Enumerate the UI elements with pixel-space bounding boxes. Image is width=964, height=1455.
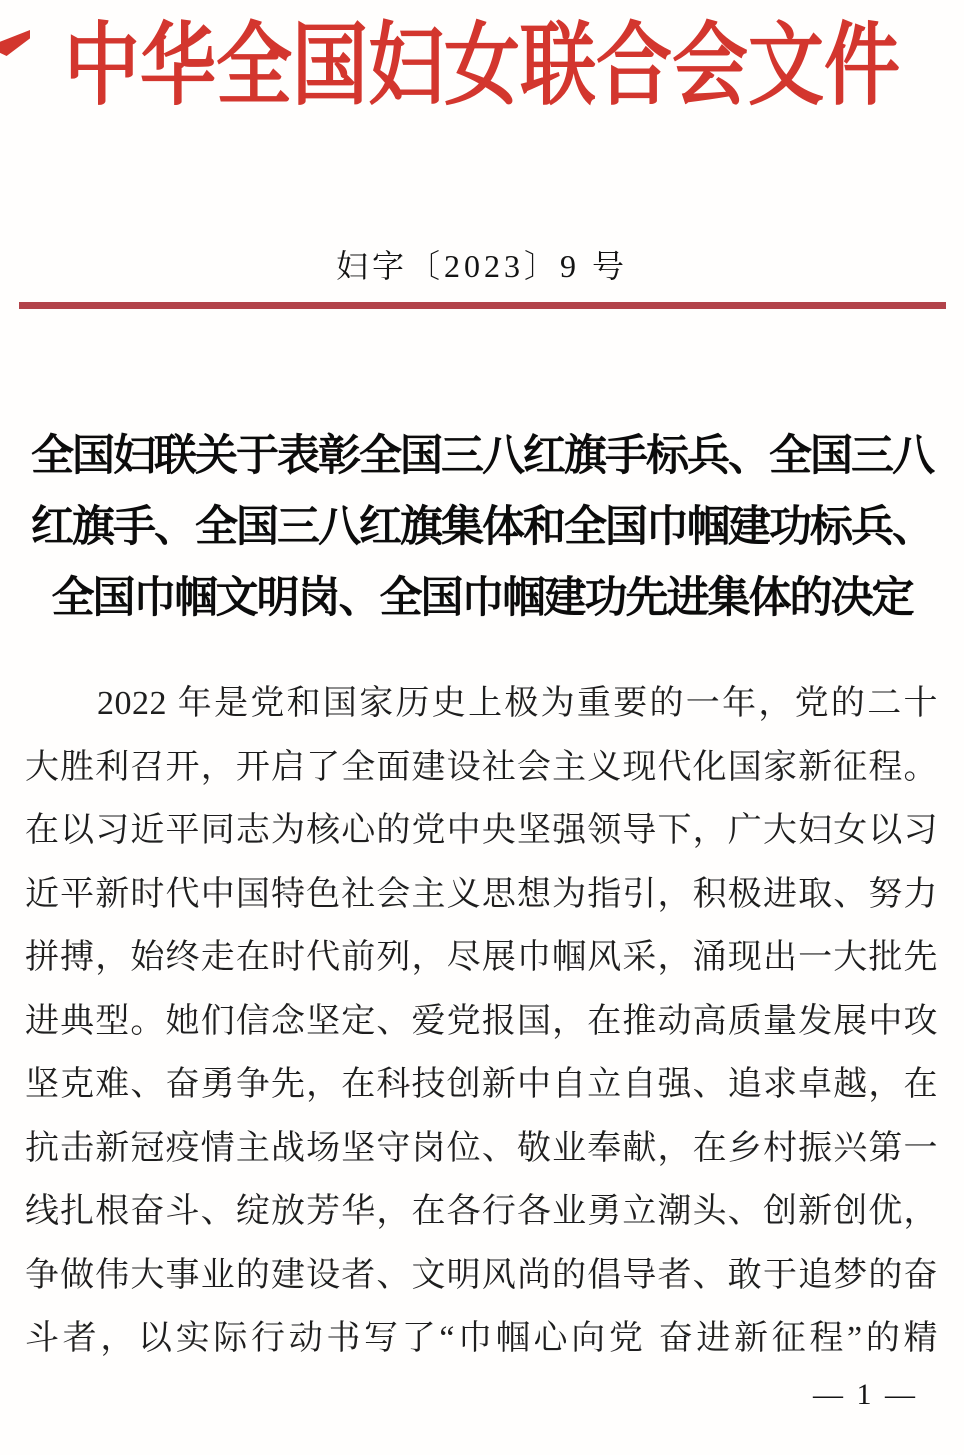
body-line: 近平新时代中国特色社会主义思想为指引，积极进取、努力 — [25, 875, 938, 913]
body-line: 抗击新冠疫情主战场坚守岗位、敬业奉献，在乡村振兴第一 — [25, 1129, 938, 1167]
document-body — [25, 672, 938, 1371]
body-line: 2022 年是党和国家历史上极为重要的一年，党的二十 — [97, 685, 938, 722]
agency-header-title: 中华全国妇女联合会文件 — [64, 16, 900, 116]
body-line: 坚克难、奋勇争先，在科技创新中自立自强、追求卓越，在 — [25, 1066, 938, 1103]
body-line: 大胜利召开，开启了全面建设社会主义现代化国家新征程。 — [25, 748, 938, 786]
body-line: 进典型。她们信念坚定、爱党报国，在推动高质量发展中攻 — [25, 1002, 938, 1040]
body-line: 争做伟大事业的建设者、文明风尚的倡导者、敢于追梦的奋 — [25, 1256, 938, 1294]
body-line: 在以习近平同志为核心的党中央坚强领导下，广大妇女以习 — [25, 812, 938, 849]
document-title-line: 红旗手、全国三八红旗集体和全国巾帼建功标兵、 — [31, 504, 933, 551]
document-title — [0, 421, 964, 634]
body-line: 线扎根奋斗、绽放芳华，在各行各业勇立潮头、创新创优， — [25, 1193, 938, 1230]
body-line: 拼搏，始终走在时代前列，尽展巾帼风采，涌现出一大批先 — [25, 939, 938, 976]
body-line: 斗者，以实际行动书写了“巾帼心向党 奋进新征程”的精 — [25, 1320, 938, 1357]
document-title-line: 全国巾帼文明岗、全国巾帼建功先进集体的决定 — [51, 575, 913, 622]
red-divider-line — [19, 302, 946, 309]
document-number: 妇字〔2023〕9 号 — [335, 248, 628, 284]
document-title-line: 全国妇联关于表彰全国三八红旗手标兵、全国三八 — [31, 433, 933, 480]
page-number: — 1 — — [813, 1378, 918, 1411]
